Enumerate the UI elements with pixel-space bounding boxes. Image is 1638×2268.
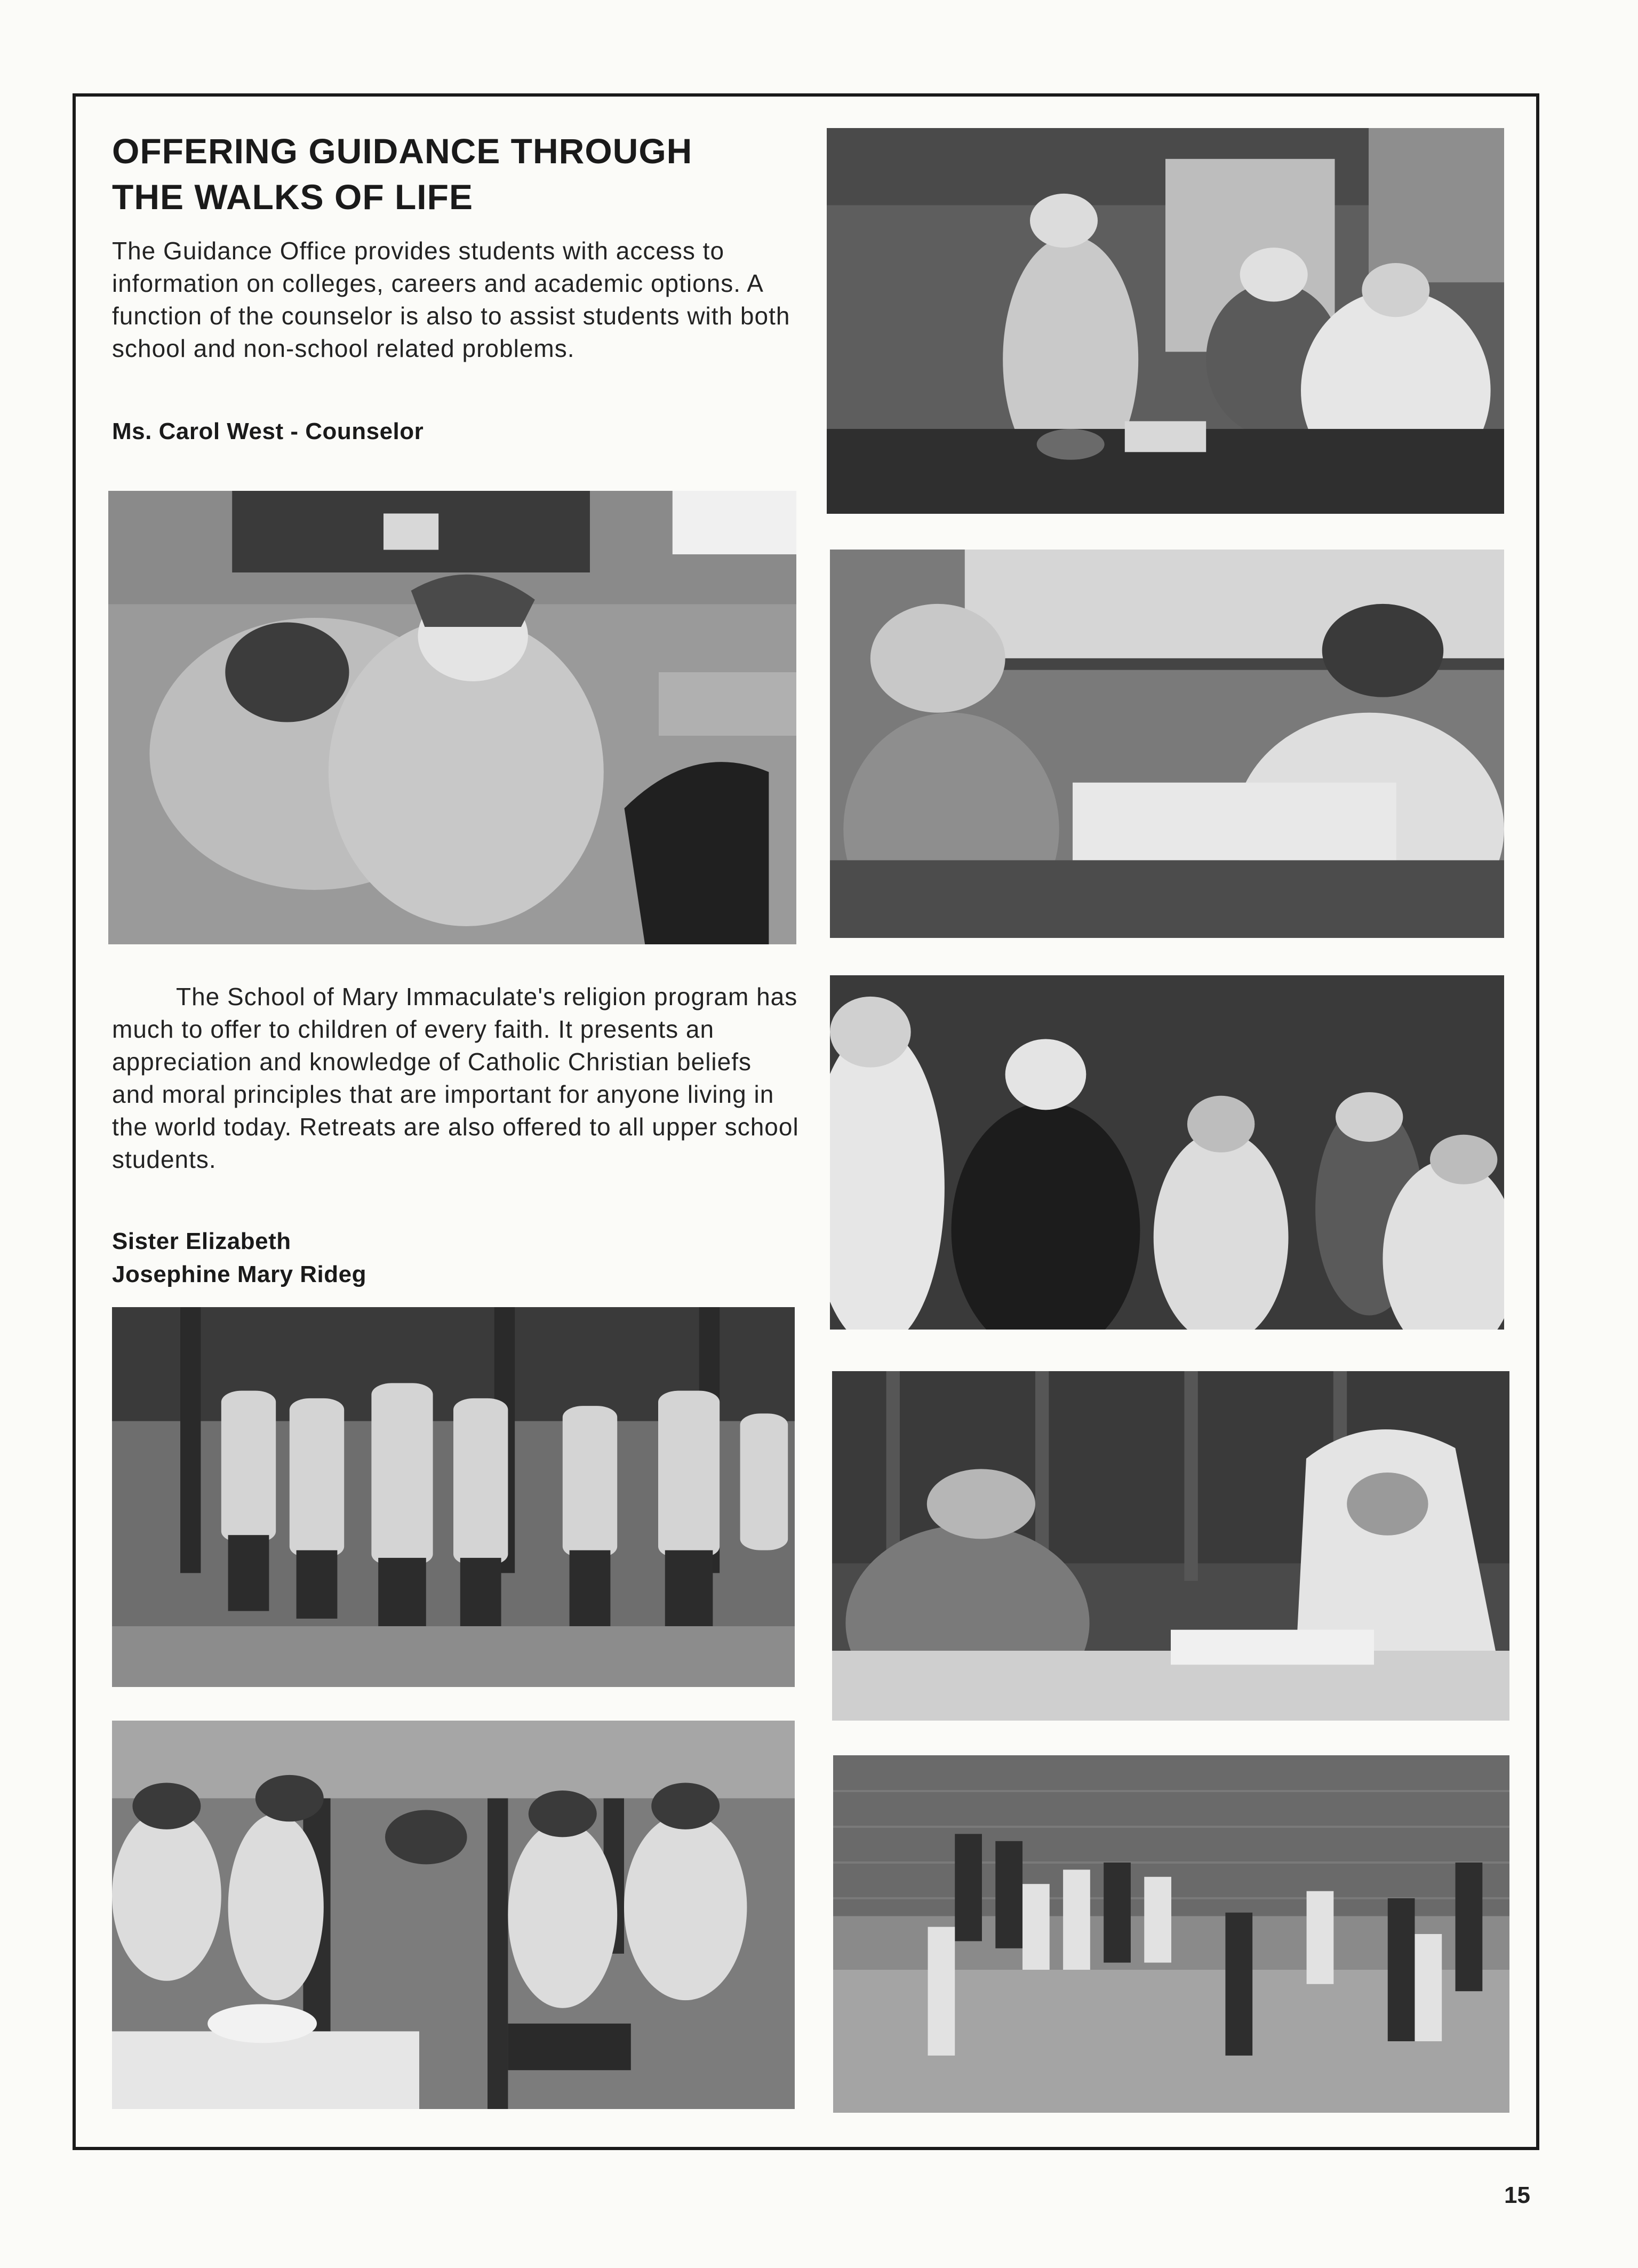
heading-line-1: OFFERING GUIDANCE THROUGH — [112, 131, 693, 171]
religion-caption-line-2: Josephine Mary Rideg — [112, 1261, 367, 1287]
religion-staff-caption — [112, 1225, 366, 1291]
photo-student-counseling-session — [830, 550, 1504, 938]
photo-retreat-woods-group — [112, 1307, 795, 1687]
page-heading — [112, 128, 805, 220]
page-number: 15 — [1504, 2182, 1530, 2208]
photo-courtyard-group — [833, 1755, 1509, 2113]
heading-line-2: THE WALKS OF LIFE — [112, 177, 473, 217]
religion-program-paragraph: The School of Mary Immaculate's religion program has much to offer to children of every faith. It presents an appreciation and knowledge of Catholic Christian beliefs and moral principles that are important for anyone living in the world today. Retreats are also offered to all upper school students. — [112, 983, 799, 1173]
counselor-caption: Ms. Carol West - Counselor — [112, 418, 424, 444]
guidance-intro-paragraph: The Guidance Office provides students with access to information on colleges, careers and academic options. A function of the counselor is also to assist students with both school and non-school related problems. — [112, 237, 790, 362]
photo-retreat-outdoor-gathering — [112, 1721, 795, 2109]
photo-sister-with-student — [832, 1371, 1509, 1721]
photo-students-classroom-group — [830, 975, 1504, 1330]
photo-counselor-meeting — [108, 491, 796, 944]
photo-guidance-office-staff — [827, 128, 1504, 514]
religion-caption-line-1: Sister Elizabeth — [112, 1228, 291, 1254]
